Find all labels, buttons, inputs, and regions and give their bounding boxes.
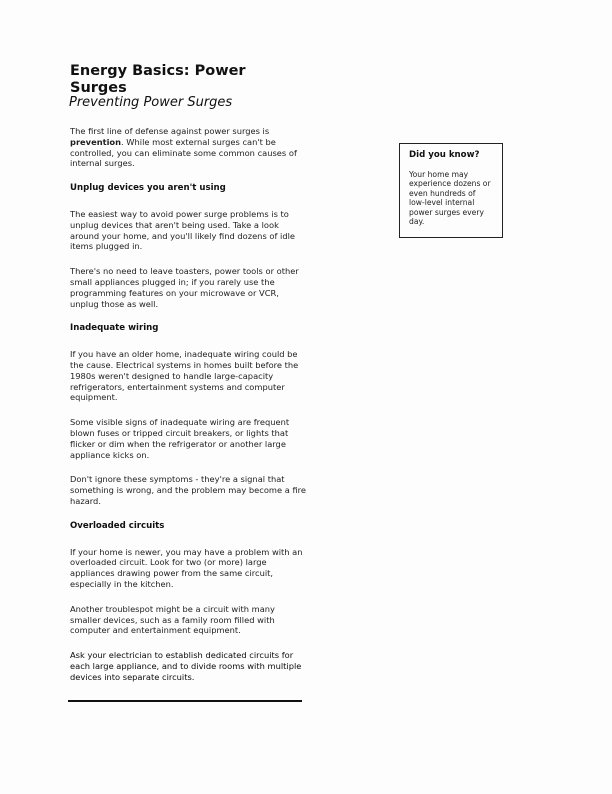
paragraph: If your home is newer, you may have a problem with an overloaded circuit. Look for two (or more) large appliances drawing power from the same circuit, especially in the kitchen. [70, 546, 303, 589]
page-title: Energy Basics: Power Surges [70, 63, 246, 96]
paragraph: Don't ignore these symptoms - they're a signal that something is wrong, and the problem may become a fire hazard. [70, 474, 307, 506]
paragraph: There's no need to leave toasters, power tools or other small appliances plugged in; if you rarely use the programming features on your microwave or VCR, unplug those as well. [70, 266, 299, 309]
intro-lead: The first line of defense against power surges is [70, 126, 270, 136]
section-heading-overloaded: Overloaded circuits [70, 520, 165, 531]
paragraph: Ask your electrician to establish dedicated circuits for each large appliance, and to divide rooms with multiple devices into separate circuits. [70, 650, 302, 682]
sidebar-heading: Did you know? [409, 150, 480, 160]
sidebar-text: Your home may experience dozens or even hundreds of low-level internal power surges every day. [409, 170, 491, 227]
intro-emphasis: prevention [70, 136, 122, 147]
article-body [70, 126, 308, 696]
paragraph: If you have an older home, inadequate wiring could be the cause. Electrical systems in homes built before the 1980s weren't designed to handle large-capacity refrigerators, entertainment systems and computer equipment. [70, 349, 299, 403]
section-heading-wiring: Inadequate wiring [70, 323, 159, 334]
intro-rest: . While most external surges can't be controlled, you can eliminate some common causes of internal surges. [70, 136, 297, 169]
bottom-rule [68, 700, 302, 702]
section-heading-unplug: Unplug devices you aren't using [70, 183, 226, 194]
paragraph: Some visible signs of inadequate wiring are frequent blown fuses or tripped circuit breakers, or lights that flicker or dim when the refrigerator or another large appliance kicks on. [70, 417, 290, 460]
paragraph: Another troublespot might be a circuit with many smaller devices, such as a family room filled with computer and entertainment equipment. [70, 603, 275, 636]
did-you-know-box [399, 143, 503, 238]
intro-paragraph [70, 126, 308, 169]
page-subtitle: Preventing Power Surges [69, 95, 233, 110]
paragraph: The easiest way to avoid power surge problems is to unplug devices that aren't being used. Take a look around your home, and you'll likely find dozens of idle items plugged in. [70, 208, 296, 252]
